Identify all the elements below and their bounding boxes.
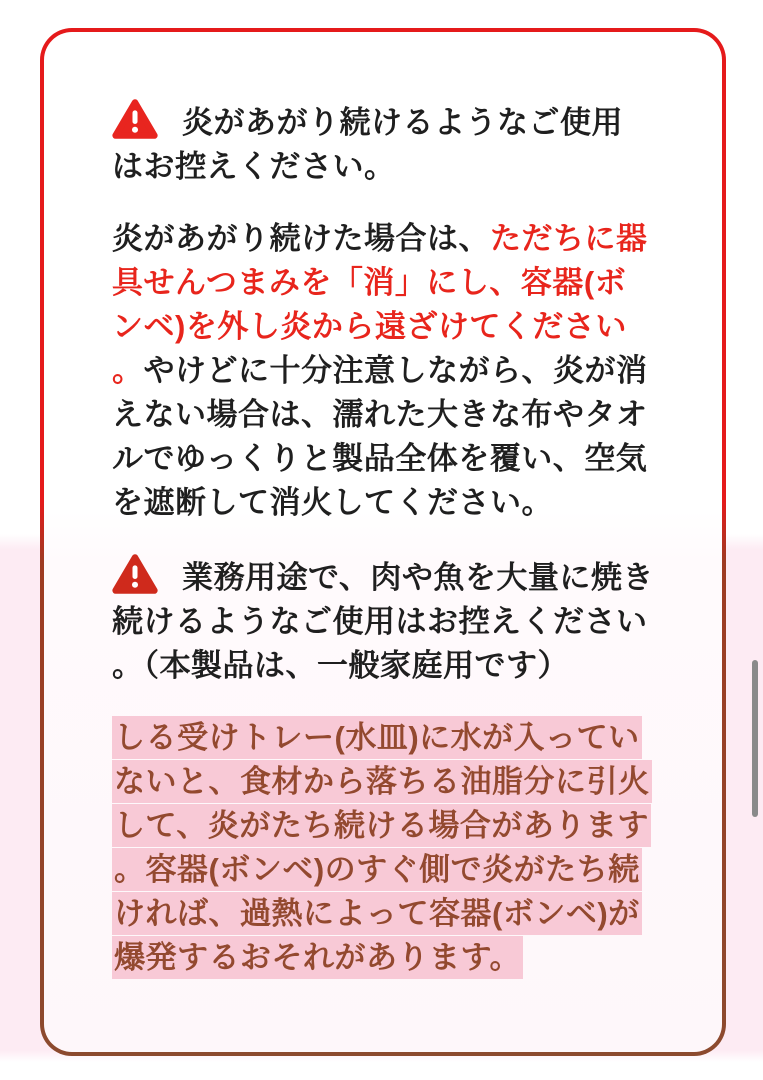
warning-2-text: 業務用途で、肉や魚を大量に焼き続けるようなご使用はお控えください。（本製品は、一般家庭用です） (112, 560, 654, 683)
drip-tray-warning-paragraph (112, 716, 654, 980)
warning-triangle-icon (112, 98, 158, 140)
flame-response-paragraph (112, 217, 654, 525)
warning-panel (44, 32, 722, 1052)
warning-triangle-icon (112, 553, 158, 595)
warning-2-heading (112, 553, 654, 688)
scrollbar-thumb[interactable] (752, 660, 758, 817)
drip-tray-warning-highlighted-text: しる受けトレー(水皿)に水が入っていないと、食材から落ちる油脂分に引火して、炎がたち続ける場合があります。容器(ボンベ)のすぐ側で炎がたち続ければ、過熱によって容器(ボンベ)が爆発するおそれがあります。 (112, 716, 652, 979)
paragraph-1-segment-red: ただちに器具せんつまみを「消」にし、容器(ボンベ)を外し炎から遠ざけてください。 (112, 221, 648, 388)
warning-1-heading (112, 98, 654, 189)
paragraph-1-segment-normal-b: やけどに十分注意しながら、炎が消えない場合は、濡れた大きな布やタオルでゆっくりと製品全体を覆い、空気を遮断して消火してください。 (112, 353, 648, 520)
paragraph-1-segment-normal-a: 炎があがり続けた場合は、 (112, 221, 490, 256)
warning-1-text: 炎があがり続けるようなご使用はお控えください。 (112, 105, 623, 184)
warning-panel-border (40, 28, 726, 1056)
